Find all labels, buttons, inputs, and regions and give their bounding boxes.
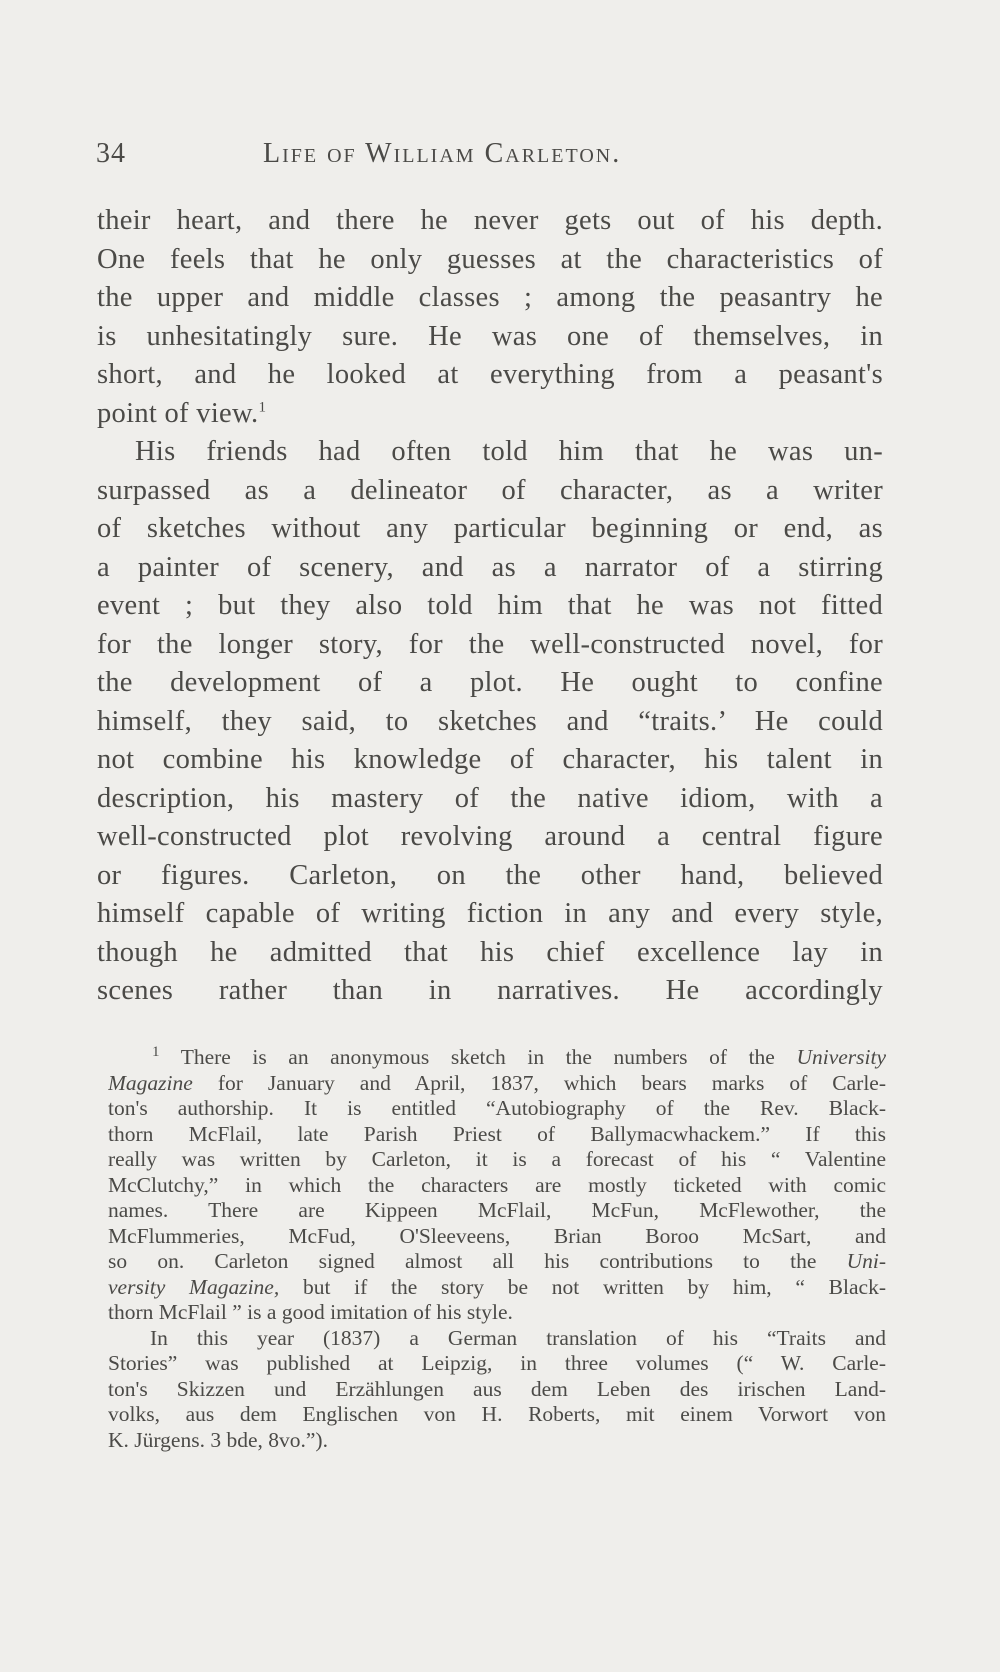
body-line: himself capable of writing fiction in any and every style, [97, 898, 883, 929]
footnote-italic: Uni- [846, 1249, 886, 1273]
footnote-line: really was written by Carleton, it is a forecast of his “ Valentine [108, 1147, 886, 1171]
footnote-line [108, 1045, 886, 1071]
footnote-line [108, 1071, 886, 1097]
body-line: the upper and middle classes ; among the peasantry he [97, 282, 883, 313]
running-head [96, 138, 880, 178]
body-line: a painter of scenery, and as a narrator of a stirring [97, 551, 883, 583]
footnote-line [108, 1275, 886, 1301]
footnote-line: Stories” was published at Leipzig, in three volumes (“ W. Carle- [108, 1351, 886, 1375]
footnote-line: thorn McFlail, late Parish Priest of Ballymacwhackem.” If this [108, 1121, 886, 1146]
body-line: of sketches without any particular beginning or end, as [97, 513, 883, 544]
footnote-line: K. Jürgens. 3 bde, 8vo.”). [108, 1427, 328, 1452]
body-line: for the longer story, for the well-constructed novel, for [97, 628, 883, 660]
body-line: the development of a plot. He ought to confine [97, 667, 883, 698]
footnote-line [108, 1249, 886, 1275]
body-line: event ; but they also told him that he was not fitted [97, 590, 883, 621]
body-line-last [97, 395, 883, 434]
footnote-line: thorn McFlail ” is a good imitation of his style. [108, 1300, 513, 1324]
footnote-line: volks, aus dem Englischen von H. Roberts, mit einem Vorwort von [108, 1402, 886, 1426]
body-line: short, and he looked at everything from a peasant's [97, 359, 883, 390]
body-line: though he admitted that his chief excellence lay in [97, 936, 883, 968]
footnote-line: McFlummeries, McFud, O'Sleeveens, Brian Boroo McSart, and [108, 1223, 886, 1248]
body-line: well-constructed plot revolving around a central figure [97, 821, 883, 852]
footnote-number: 1 [152, 1045, 160, 1060]
body-line: is unhesitatingly sure. He was one of themselves, in [97, 320, 883, 352]
footnote-italic: University [796, 1045, 886, 1069]
body-line: description, his mastery of the native idiom, with a [97, 782, 883, 814]
body-line: His friends had often told him that he was un- [135, 436, 883, 467]
footnote-line: ton's authorship. It is entitled “Autobiography of the Rev. Black- [108, 1096, 886, 1120]
page-number: 34 [96, 138, 126, 169]
body-line: surpassed as a delineator of character, as a writer [97, 474, 883, 506]
body-line: not combine his knowledge of character, his talent in [97, 744, 883, 775]
body-line: scenes rather than in narratives. He accordingly [97, 975, 883, 1006]
footnote-italic: Magazine [108, 1070, 193, 1095]
footnote-text: so on. Carleton signed almost all his contributions to the [108, 1249, 847, 1273]
body-line-text: point of view. [97, 397, 259, 429]
footnote-line: In this year (1837) a German translation of his “Traits and [150, 1325, 886, 1350]
footnote-text: There is an anonymous sketch in the numbers of the [180, 1045, 797, 1069]
body-line: or figures. Carleton, on the other hand, believed [97, 859, 883, 891]
footnote-line: ton's Skizzen und Erzählungen aus dem Leben des irischen Land- [108, 1376, 886, 1401]
body-line: One feels that he only guesses at the characteristics of [97, 243, 883, 275]
footnote-line: McClutchy,” in which the characters are mostly ticketed with comic [108, 1172, 886, 1197]
body-text [97, 202, 883, 1011]
footnote-italic: versity Magazine, [108, 1274, 280, 1299]
body-line: their heart, and there he never gets out of his depth. [97, 205, 883, 236]
footnote-marker: 1 [258, 399, 267, 415]
body-line: himself, they said, to sketches and “traits.’ He could [97, 705, 883, 737]
footnote-text: but if the story be not written by him, “ Black- [279, 1274, 886, 1299]
footnote-text: for January and April, 1837, which bears marks of Carle- [192, 1070, 886, 1095]
footnote-line: names. There are Kippeen McFlail, McFun, McFlewother, the [108, 1198, 886, 1222]
running-title: Life of William Carleton. [263, 138, 622, 169]
footnotes [108, 1045, 886, 1453]
